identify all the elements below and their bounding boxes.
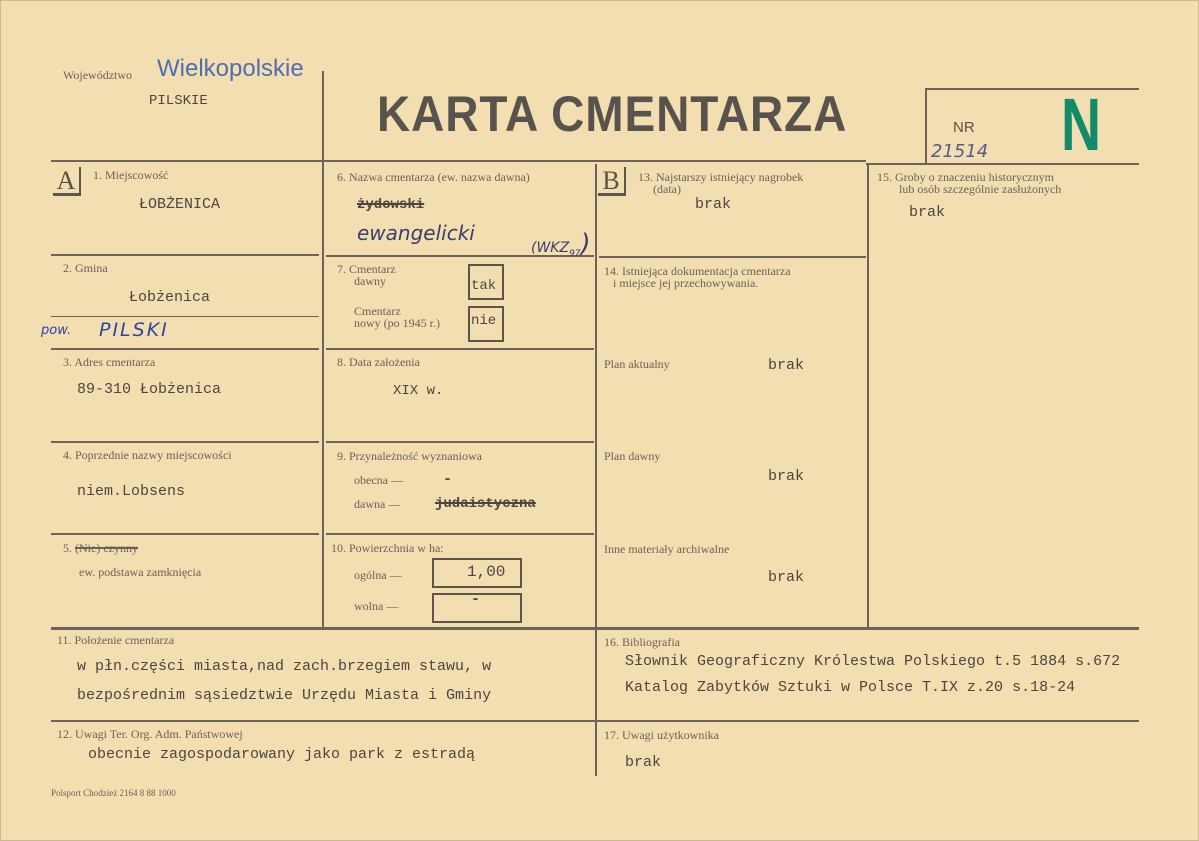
field-5-label bbox=[63, 542, 138, 555]
divider bbox=[925, 88, 927, 164]
field-12-label: 12. Uwagi Ter. Org. Adm. Państwowej bbox=[57, 727, 243, 741]
field-7-old-value: tak bbox=[471, 278, 497, 294]
wojewodztwo-stamp: Wielkopolskie bbox=[157, 55, 304, 82]
divider bbox=[51, 254, 319, 256]
field-5-struck-label: (Nie) czynny bbox=[75, 541, 138, 555]
field-13-label-1: 13. Najstarszy istniejący nagrobek bbox=[638, 170, 804, 184]
field-4-label: 4. Poprzednie nazwy miejscowości bbox=[63, 448, 232, 462]
field-1-label: 1. Miejscowość bbox=[93, 168, 169, 182]
field-13-value: brak bbox=[695, 196, 732, 213]
field-7-label-1b: dawny bbox=[354, 274, 386, 288]
archive-materials-label: Inne materiały archiwalne bbox=[604, 542, 730, 556]
plan-former-value: brak bbox=[768, 468, 805, 485]
divider bbox=[326, 441, 594, 443]
field-5-sublabel: ew. podstawa zamknięcia bbox=[79, 565, 202, 579]
field-7-new-value: nie bbox=[471, 313, 497, 329]
field-10-free-value: - bbox=[471, 591, 481, 608]
divider bbox=[595, 630, 597, 776]
field-15-label-2: lub osób szczególnie zasłużonych bbox=[899, 182, 1062, 196]
field-9-current-value: - bbox=[443, 471, 453, 488]
divider bbox=[326, 533, 594, 535]
nr-label: NR bbox=[953, 119, 975, 136]
powiat-prefix: pow. bbox=[41, 323, 72, 338]
divider bbox=[867, 164, 869, 628]
plan-former-label: Plan dawny bbox=[604, 449, 661, 463]
field-8-value: XIX w. bbox=[393, 383, 444, 399]
field-3-label: 3. Adres cmentarza bbox=[63, 355, 156, 369]
divider bbox=[51, 316, 319, 317]
plan-current-value: brak bbox=[768, 357, 805, 374]
field-6-note-sub: 97 bbox=[569, 248, 581, 259]
plan-current-label: Plan aktualny bbox=[604, 357, 670, 371]
divider bbox=[322, 71, 324, 628]
field-15-label-1: 15. Groby o znaczeniu historycznym bbox=[877, 170, 1054, 184]
field-15-value: brak bbox=[909, 204, 946, 221]
divider bbox=[51, 348, 319, 350]
divider bbox=[326, 348, 594, 350]
bibliography-line-1: Słownik Geograficzny Królestwa Polskiego t.5 1884 s.672 bbox=[625, 653, 1121, 670]
divider bbox=[599, 256, 866, 258]
field-7-label-1: 7. Cmentarz bbox=[337, 262, 396, 276]
field-8-label: 8. Data założenia bbox=[337, 355, 420, 369]
field-9-label: 9. Przynależność wyznaniowa bbox=[337, 449, 482, 463]
field-17-label: 17. Uwagi użytkownika bbox=[604, 728, 719, 742]
printer-imprint: Polsport Chodzież 2164 8 88 1000 bbox=[51, 788, 176, 798]
powiat-value: PILSKI bbox=[99, 319, 169, 341]
field-10-label: 10. Powierzchnia w ha: bbox=[331, 541, 444, 555]
divider bbox=[51, 533, 319, 535]
field-2-label: 2. Gmina bbox=[63, 261, 108, 275]
field-10-free-label: wolna — bbox=[354, 599, 399, 613]
field-11-line-1: w płn.części miasta,nad zach.brzegiem stawu, w bbox=[77, 658, 492, 675]
field-6-label: 6. Nazwa cmentarza (ew. nazwa dawna) bbox=[337, 170, 530, 184]
field-14-label-1: 14. Istniejąca dokumentacja cmentarza bbox=[604, 264, 791, 278]
divider bbox=[51, 160, 866, 162]
field-12-value: obecnie zagospodarowany jako park z estradą bbox=[88, 746, 476, 763]
field-9-former-label: dawna — bbox=[354, 497, 401, 511]
field-10-total-value: 1,00 bbox=[467, 563, 506, 581]
field-11-label: 11. Położenie cmentarza bbox=[57, 633, 175, 647]
field-6-note-text: (WKZ bbox=[531, 240, 570, 256]
field-16-label: 16. Bibliografia bbox=[604, 635, 680, 649]
field-6-struck-value: żydowski bbox=[357, 197, 425, 213]
divider bbox=[51, 441, 319, 443]
field-1-value: ŁOBŻENICA bbox=[139, 196, 221, 213]
wojewodztwo-value: PILSKIE bbox=[149, 93, 208, 109]
field-7-label-2: Cmentarz bbox=[354, 304, 401, 318]
field-11-line-2: bezpośrednim sąsiedztwie Urzędu Miasta i Gminy bbox=[77, 687, 492, 704]
divider bbox=[595, 164, 597, 628]
field-5-number: 5. bbox=[63, 541, 72, 555]
divider bbox=[926, 88, 1139, 90]
section-a-marker: A bbox=[53, 167, 81, 196]
field-17-value: brak bbox=[625, 754, 662, 771]
field-13-label-2: (data) bbox=[653, 182, 681, 196]
field-3-value: 89-310 Łobżenica bbox=[77, 381, 222, 398]
field-9-current-label: obecna — bbox=[354, 473, 403, 487]
field-2-value: Łobżenica bbox=[129, 289, 211, 306]
bibliography-line-2: Katalog Zabytków Sztuki w Polsce T.IX z.20 s.18-24 bbox=[625, 679, 1076, 696]
field-6-note bbox=[531, 229, 591, 259]
field-6-value: ewangelicki bbox=[357, 221, 475, 245]
category-mark: N bbox=[1061, 83, 1102, 166]
field-10-total-label: ogólna — bbox=[354, 568, 402, 582]
field-4-value: niem.Lobsens bbox=[77, 483, 186, 500]
wojewodztwo-label: Województwo bbox=[63, 68, 133, 82]
page-title: KARTA CMENTARZA bbox=[377, 86, 848, 142]
field-9-former-value: judaistyczna bbox=[435, 496, 536, 512]
nr-value: 21514 bbox=[931, 141, 989, 162]
field-7-label-2b: nowy (po 1945 r.) bbox=[354, 316, 440, 330]
archive-materials-value: brak bbox=[768, 569, 805, 586]
section-b-marker: B bbox=[598, 167, 626, 196]
field-14-label-2: i miejsce jej przechowywania. bbox=[613, 276, 759, 290]
field-6-note-close: ) bbox=[580, 229, 591, 259]
